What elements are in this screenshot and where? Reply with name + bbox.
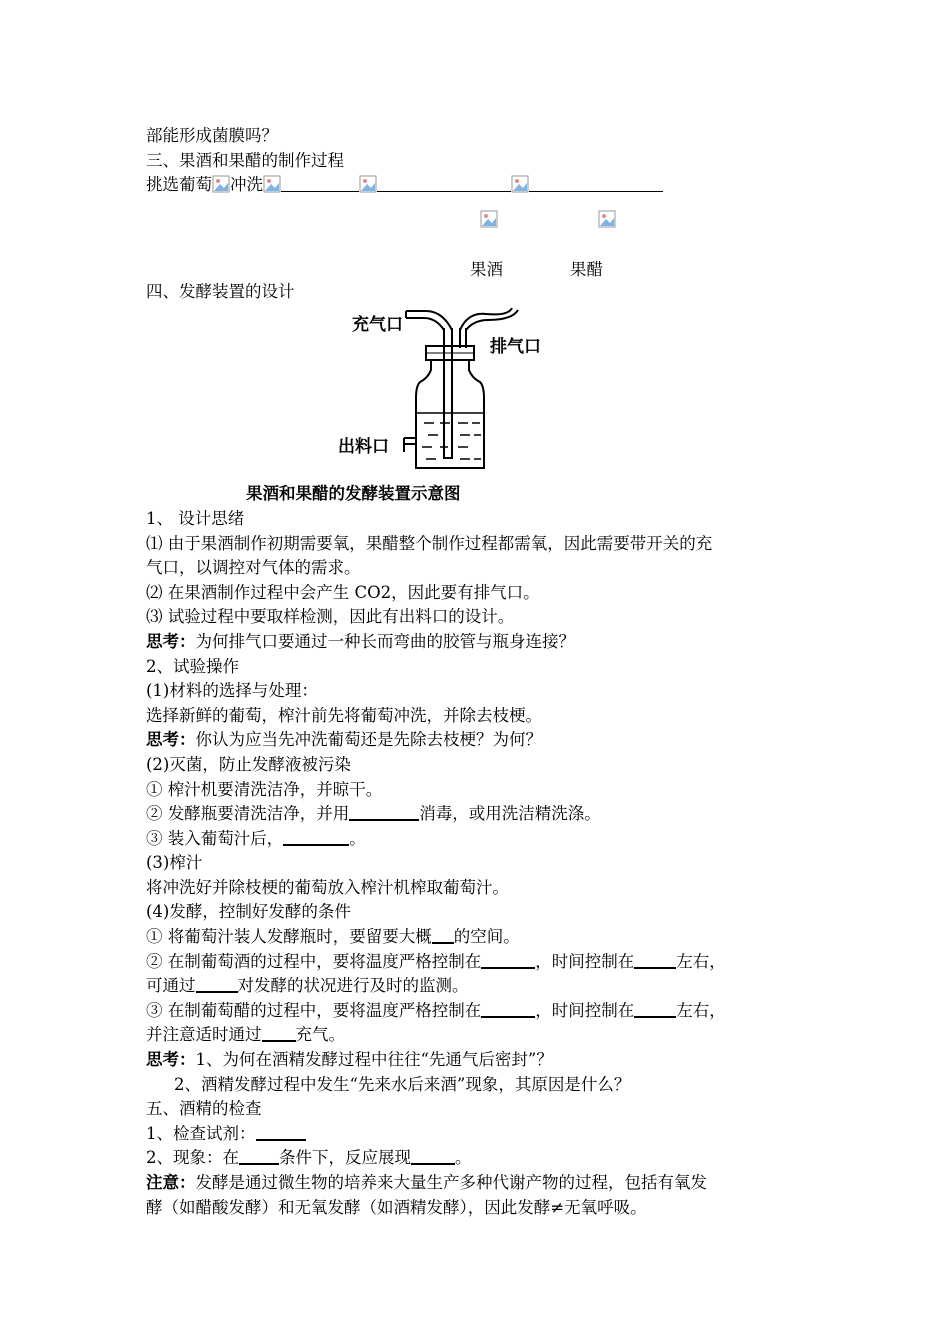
fermentation-apparatus-diagram bbox=[146, 304, 816, 482]
figure-caption: 果酒和果醋的发酵装置示意图 bbox=[246, 484, 461, 504]
text-line: (1)材料的选择与处理： bbox=[146, 681, 318, 701]
broken-image-icon bbox=[212, 175, 230, 193]
text-line: 气口，以调控对气体的需求。 bbox=[146, 558, 361, 578]
blank-underline bbox=[634, 950, 676, 969]
note-label: 注意： bbox=[146, 1173, 196, 1192]
text-line: ① 将葡萄汁装人发酵瓶时，要留要大概 的空间。 bbox=[146, 927, 520, 947]
broken-image-icon bbox=[480, 210, 498, 228]
blank-underline bbox=[481, 950, 535, 969]
blank-underline bbox=[239, 1146, 279, 1165]
label-exhaust: 排气口 bbox=[490, 337, 541, 358]
text-line: ③ 在制葡萄醋的过程中，要将温度严格控制在 ，时间控制在 左右， bbox=[146, 1000, 726, 1020]
text-line: 部能形成菌膜吗？ bbox=[146, 126, 278, 145]
text-line: 选择新鲜的葡萄，榨汁前先将葡萄冲洗，并除去枝梗。 bbox=[146, 705, 542, 725]
blank-underline bbox=[196, 974, 238, 993]
blank-underline bbox=[411, 1146, 455, 1165]
think-label: 思考： bbox=[146, 1050, 196, 1070]
blank-underline bbox=[262, 1023, 296, 1042]
blank-underline bbox=[481, 999, 535, 1018]
note-line: 注意：发酵是通过微生物的培养来大量生产多种代谢产物的过程，包括有氧发 bbox=[146, 1173, 707, 1192]
note-line: 酵（如醋酸发酵）和无氧发酵（如酒精发酵），因此发酵≠无氧呼吸。 bbox=[146, 1197, 647, 1217]
subsection-heading: 2、试验操作 bbox=[146, 656, 239, 676]
think-text: 1、为何在酒精发酵过程中往往“先通气后密封”？ bbox=[195, 1050, 553, 1070]
broken-image-icon bbox=[359, 175, 377, 193]
text-line: (4)发酵，控制好发酵的条件 bbox=[146, 902, 351, 922]
text-line: ① 榨汁机要清洗洁净，并晾干。 bbox=[146, 779, 383, 799]
text-line: ⑴ 由于果酒制作初期需要氧，果醋整个制作过程都需氧，因此需要带开关的充 bbox=[146, 533, 713, 553]
broken-image-icon bbox=[598, 210, 616, 228]
text-line: ② 发酵瓶要清洗洁净，并用 消毒，或用洗洁精洗涤。 bbox=[146, 804, 601, 824]
document-page bbox=[146, 124, 816, 1220]
text-line: 可通过 对发酵的状况进行及时的监测。 bbox=[146, 976, 469, 996]
flow-branch-labels bbox=[146, 256, 816, 280]
blank-underline bbox=[432, 925, 454, 944]
text-line: ③ 装入葡萄汁后， 。 bbox=[146, 828, 366, 848]
subsection-heading: 1、 设计思绪 bbox=[146, 508, 245, 528]
flow-branch-icons bbox=[146, 198, 816, 256]
label-wine: 果酒 bbox=[470, 259, 503, 279]
think-text: 2、酒精发酵过程中发生“先来水后来酒”现象，其原因是什么？ bbox=[174, 1074, 631, 1094]
blank-underline bbox=[634, 999, 676, 1018]
blank-underline bbox=[256, 1122, 306, 1141]
text-line: 1、检查试剂： bbox=[146, 1122, 816, 1147]
text-line: (2)灭菌，防止发酵液被污染 bbox=[146, 754, 351, 774]
blank-underline bbox=[349, 802, 419, 821]
think-label: 思考： bbox=[146, 730, 196, 750]
text-line: (3)榨汁 bbox=[146, 853, 203, 873]
think-text: 你认为应当先冲洗葡萄还是先除去枝梗？为何？ bbox=[195, 730, 542, 750]
think-line bbox=[146, 728, 816, 753]
section-heading: 五、酒精的检查 bbox=[146, 1099, 262, 1119]
label-outlet: 出料口 bbox=[338, 437, 389, 458]
section-heading: 四、发酵装置的设计 bbox=[146, 281, 295, 301]
think-line bbox=[146, 1048, 816, 1073]
text-line: ⑵ 在果酒制作过程中会产生 CO2，因此要有排气口。 bbox=[146, 582, 540, 602]
broken-image-icon bbox=[263, 175, 281, 193]
text-line: ② 在制葡萄酒的过程中，要将温度严格控制在 ，时间控制在 左右， bbox=[146, 951, 726, 971]
blank-underline bbox=[283, 827, 349, 846]
think-text: 为何排气口要通过一种长而弯曲的胶管与瓶身连接？ bbox=[195, 631, 575, 651]
text-line: 并注意适时通过 充气。 bbox=[146, 1025, 345, 1045]
think-label: 思考： bbox=[146, 631, 196, 651]
flow-step: 冲洗 bbox=[230, 175, 263, 195]
flow-step: 挑选葡萄 bbox=[146, 175, 212, 195]
label-vinegar: 果醋 bbox=[570, 259, 603, 279]
label-inlet: 充气口 bbox=[352, 315, 403, 336]
broken-image-icon bbox=[511, 175, 529, 193]
text-line: ⑶ 试验过程中要取样检测，因此有出料口的设计。 bbox=[146, 607, 515, 627]
text-line: 将冲洗好并除枝梗的葡萄放入榨汁机榨取葡萄汁。 bbox=[146, 877, 509, 897]
text-line: 2、现象：在 条件下，反应展现 。 bbox=[146, 1148, 472, 1168]
blank-underline bbox=[529, 174, 663, 192]
section-heading: 三、果酒和果醋的制作过程 bbox=[146, 150, 344, 170]
blank-underline bbox=[281, 174, 359, 192]
blank-underline bbox=[377, 174, 511, 192]
think-line bbox=[146, 630, 816, 655]
process-flow bbox=[146, 173, 816, 198]
